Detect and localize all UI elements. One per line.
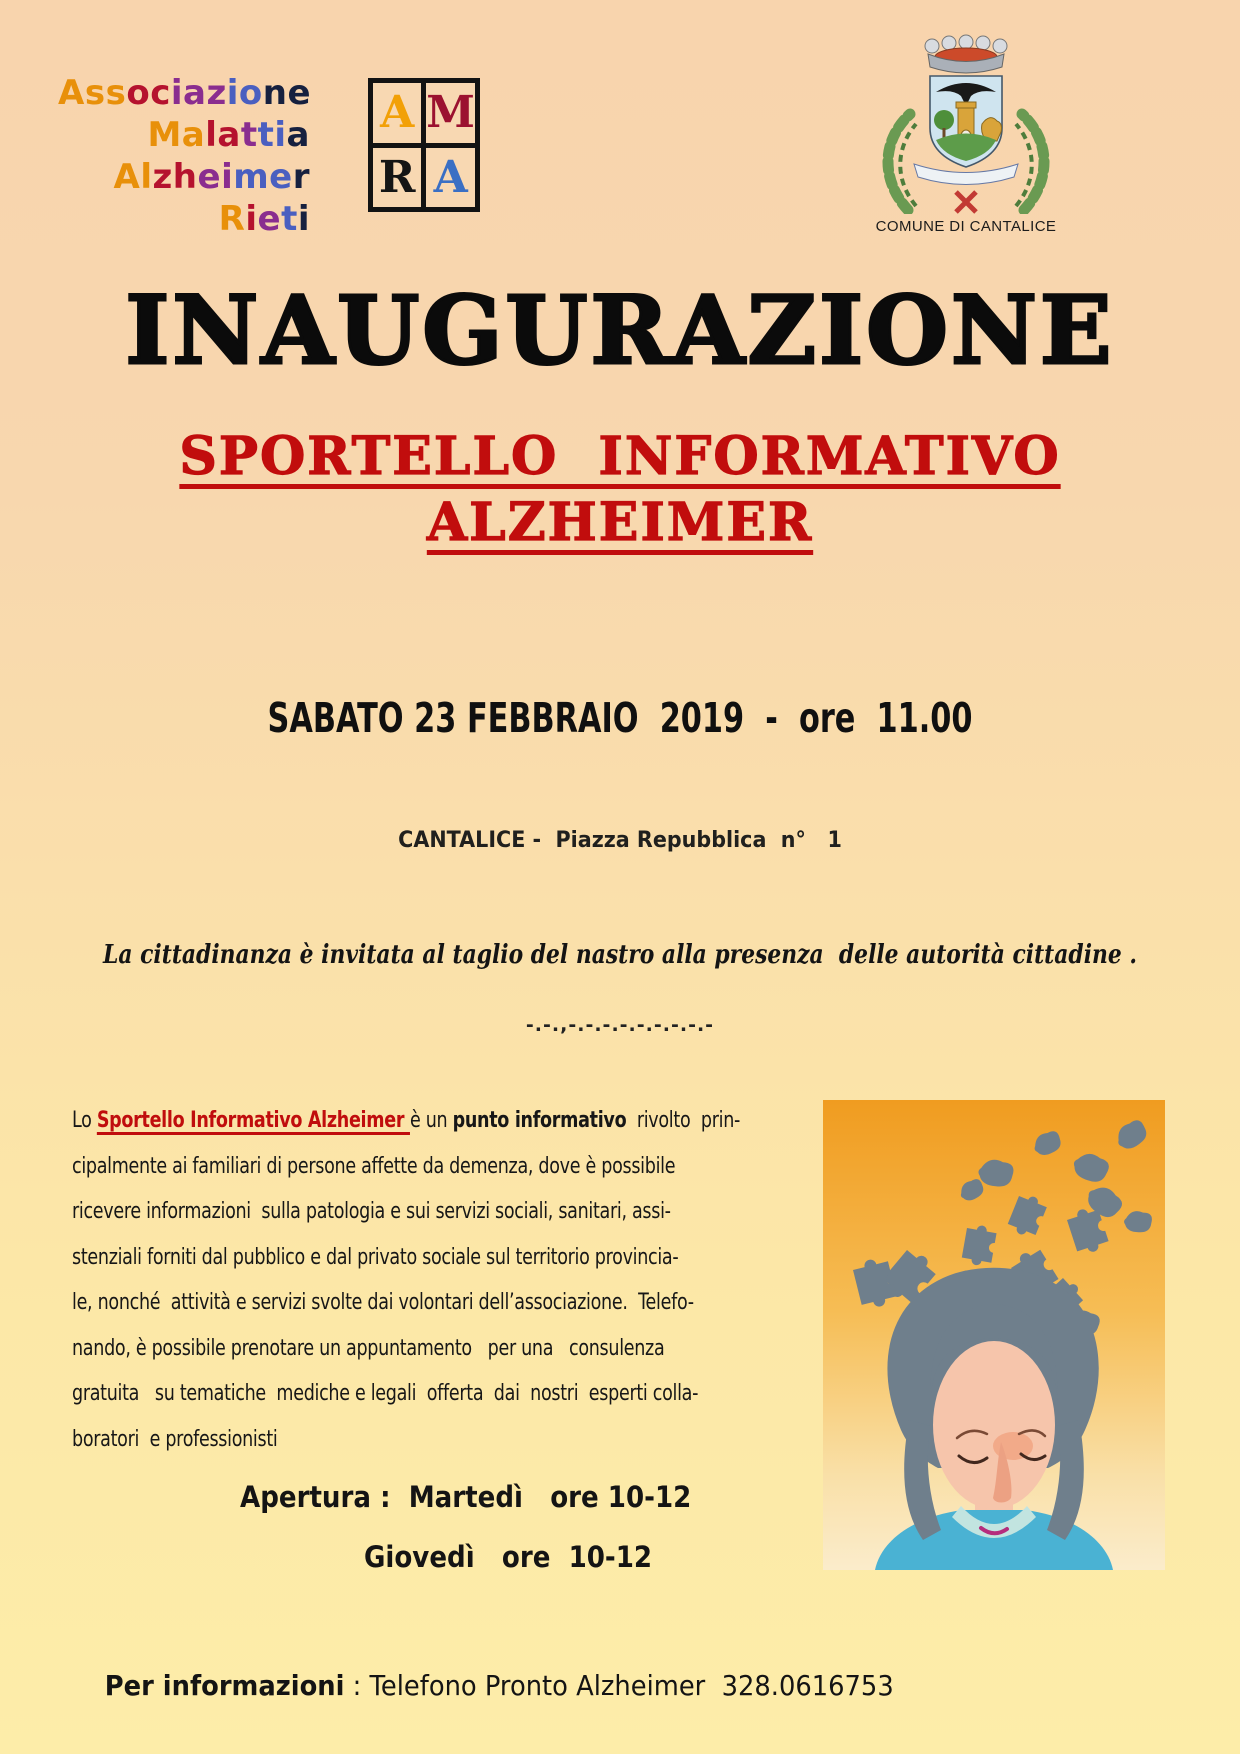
contact-label: Per informazioni [104,1669,345,1702]
opening-hours-line2: Giovedì ore 10-12 [364,1540,653,1574]
association-logo [58,72,310,240]
contact-text: : Telefono Pronto Alzheimer 328.0616753 [344,1669,894,1702]
subtitle [0,424,1240,556]
association-name-line4: Rieti [218,199,310,239]
body-line [72,1098,836,1144]
subtitle-line2: ALZHEIMER [426,492,814,553]
cantalice-coat-of-arms-icon [866,24,1066,214]
body-line: gratuita su tematiche mediche e legali offerta dai nostri esperti colla- [72,1380,699,1406]
amra-letter-a1: A [380,87,415,139]
subtitle-line1: SPORTELLO INFORMATIVO [179,426,1061,487]
body-line: le, nonché attività e servizi svolte dai volontari dell’associazione. Telefo- [72,1289,694,1315]
amra-logo [368,78,480,212]
alzheimer-puzzle-head-illustration [823,1100,1165,1570]
municipality-block [828,24,1104,235]
municipality-label: COMUNE DI CANTALICE [875,218,1057,235]
event-location: CANTALICE - Piazza Repubblica n° 1 [398,828,842,853]
association-name-line1: Associazione [58,73,312,113]
invitation-text: La cittadinanza è invitata al taglio del nastro alla presenza delle autorità cittadine . [103,940,1137,970]
body-line: boratori e professionisti [72,1425,278,1452]
body-line: stenziali forniti dal pubblico e dal privato sociale sul territorio provincia- [72,1243,679,1270]
body-text: Lo [72,1107,97,1133]
event-date: SABATO 23 FEBBRAIO 2019 - ore 11.00 [267,694,973,742]
body-line: ricevere informazioni sulla patologia e sui servizi sociali, sanitari, assi- [72,1198,671,1224]
body-text: è un [409,1107,453,1133]
amra-cell [373,83,421,143]
body-line: cipalmente ai familiari di persone affette da demenza, dove è possibile [72,1152,676,1179]
page-title: INAUGURAZIONE [125,276,1115,386]
body-paragraph [72,1098,836,1462]
body-bold-text: punto informativo [452,1107,627,1133]
amra-letter-r: R [378,151,416,203]
amra-letter-a2: A [433,151,468,203]
amra-cell [426,148,475,208]
body-text: rivolto prin- [626,1107,741,1133]
amra-cell [373,148,421,208]
sportello-highlight: Sportello Informativo Alzheimer [96,1107,410,1133]
association-name-line3: Alzheimer [113,157,310,197]
opening-hours-line1: Apertura : Martedì ore 10-12 [240,1480,692,1514]
association-name-line2: Malattia [147,115,310,155]
amra-letter-m: M [426,87,475,139]
amra-cell [426,83,475,143]
contact-line [72,1636,894,1735]
separator-ornament: -.-.,-.-.-.-.-.-.-.-.- [525,1014,715,1036]
body-line: nando, è possibile prenotare un appuntamento per una consulenza [72,1334,665,1361]
